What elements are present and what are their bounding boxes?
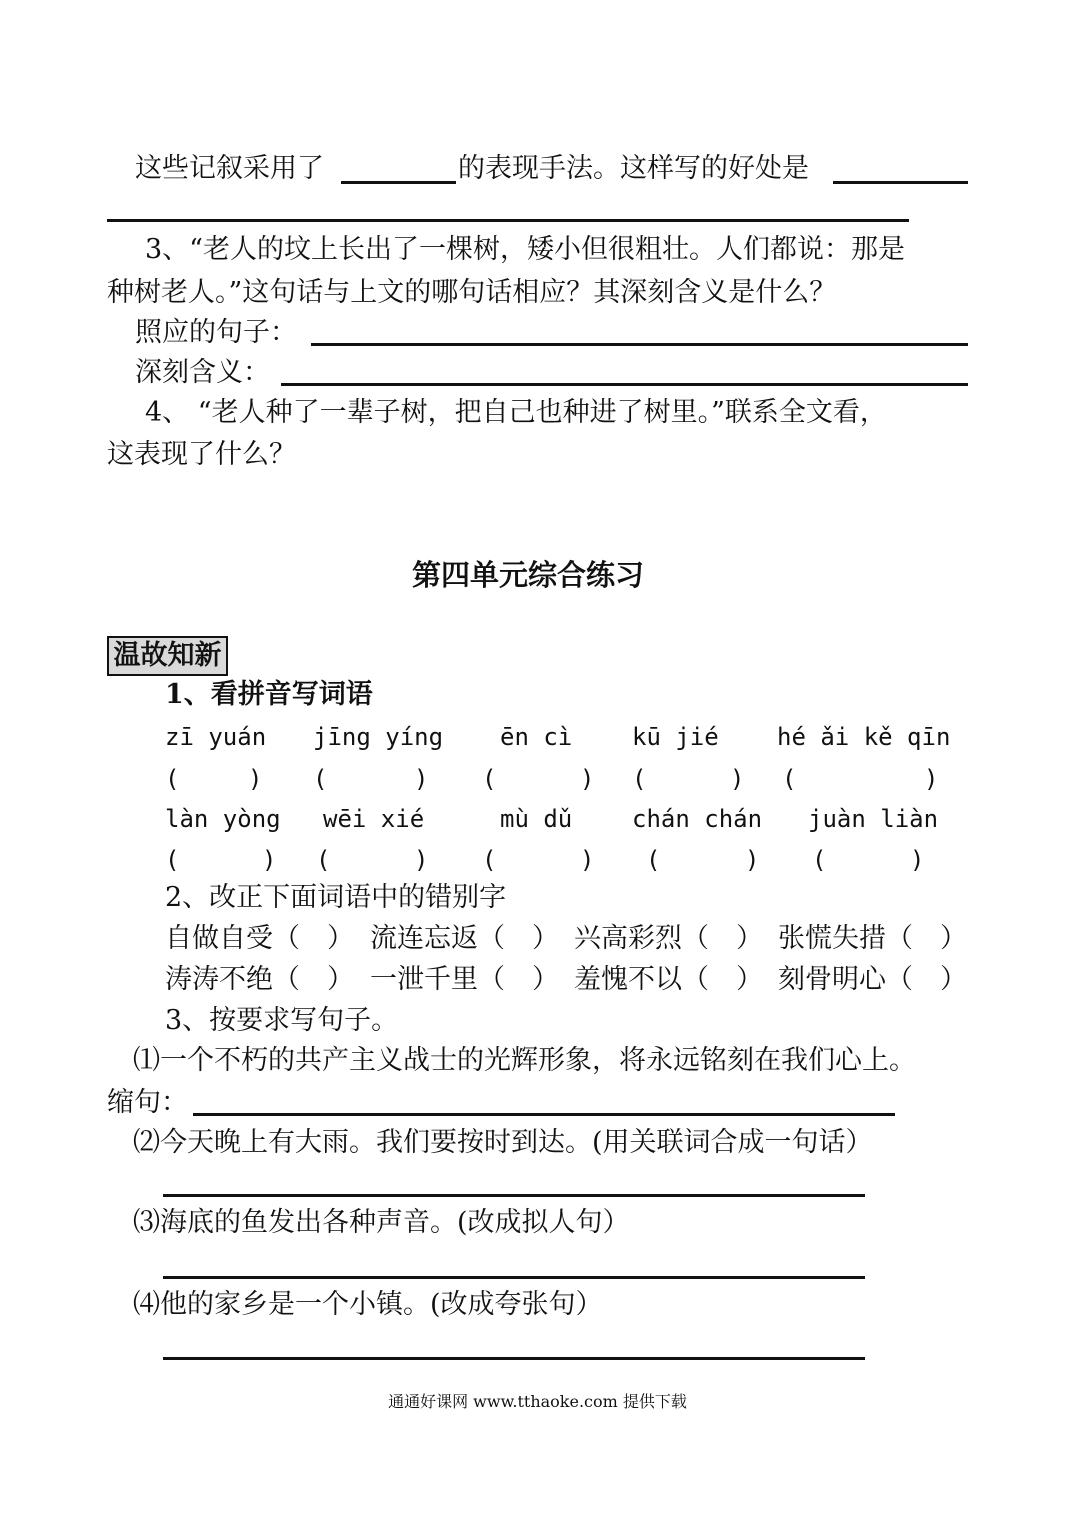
- typo-item-1: 自做自受（ ）: [165, 923, 354, 954]
- pinyin-10: juàn liàn: [808, 805, 939, 833]
- q3-line1: 3、“老人的坟上长出了一棵树，矮小但很粗壮。人们都说：那是: [145, 234, 905, 265]
- pinyin-4: kū jié: [632, 723, 719, 751]
- ex3-sentence-2: ⑵今天晚上有大雨。我们要按时到达。(用关联词合成一句话）: [133, 1127, 873, 1158]
- q3-line2: 种树老人。”这句话与上文的哪句话相应？其深刻含义是什么？: [107, 277, 837, 308]
- q3-meaning-answer-line[interactable]: [281, 383, 968, 386]
- typo-item-6: 一泄千里（ ）: [370, 964, 559, 995]
- ex3-answer-line-3[interactable]: [163, 1276, 865, 1279]
- ex3-sentence-1: ⑴一个不朽的共产主义战士的光辉形象，将永远铭刻在我们心上。: [133, 1045, 916, 1076]
- ex3-sentence-4: ⑷他的家乡是一个小镇。(改成夸张句）: [133, 1289, 603, 1320]
- pinyin-8: mù dǔ: [500, 805, 573, 833]
- page-footer: 通通好课网 www.tthaoke.com 提供下载: [388, 1392, 687, 1411]
- q4-line2: 这表现了什么？: [107, 439, 296, 470]
- pinyin-6: làn yòng: [165, 805, 281, 833]
- typo-item-4: 张慌失措（ ）: [778, 923, 967, 954]
- q3-meaning-label: 深刻含义：: [135, 357, 270, 388]
- section-tag: 温故知新: [107, 636, 228, 676]
- ex1-title: 1、看拼音写词语: [165, 679, 373, 710]
- unit-title: 第四单元综合练习: [412, 558, 645, 592]
- ex3-answer-line-1[interactable]: [193, 1113, 895, 1116]
- pinyin-5: hé ǎi kě qīn: [777, 723, 951, 751]
- ex3-title: 3、按要求写句子。: [165, 1005, 399, 1036]
- q4-line1: 4、 “老人种了一辈子树，把自己也种进了树里。”联系全文看，: [145, 397, 887, 428]
- q2-text-mid: 的表现手法。这样写的好处是: [458, 153, 809, 184]
- ex3-condense-label: 缩句：: [107, 1087, 188, 1118]
- ex2-title: 2、改正下面词语中的错别字: [165, 882, 507, 913]
- typo-item-7: 羞愧不以（ ）: [574, 964, 763, 995]
- typo-item-5: 涛涛不绝（ ）: [165, 964, 354, 995]
- q2-blank-benefit[interactable]: [833, 181, 968, 184]
- typo-item-2: 流连忘返（ ）: [370, 923, 559, 954]
- q2-blank-technique[interactable]: [341, 181, 456, 184]
- pinyin-7: wēi xié: [323, 805, 425, 833]
- pinyin-1: zī yuán: [165, 723, 267, 751]
- q2-answer-line[interactable]: [107, 219, 909, 222]
- typo-item-3: 兴高彩烈（ ）: [574, 923, 763, 954]
- ex3-answer-line-4[interactable]: [163, 1357, 865, 1360]
- q3-echo-answer-line[interactable]: [311, 343, 968, 346]
- q2-text-pre: 这些记叙采用了: [135, 153, 324, 184]
- pinyin-2: jīng yíng: [313, 723, 444, 751]
- ex3-answer-line-2[interactable]: [163, 1194, 865, 1197]
- pinyin-3: ēn cì: [500, 723, 573, 751]
- typo-item-8: 刻骨明心（ ）: [778, 964, 967, 995]
- q3-echo-label: 照应的句子：: [135, 317, 297, 348]
- ex3-sentence-3: ⑶海底的鱼发出各种声音。(改成拟人句）: [133, 1207, 630, 1238]
- pinyin-9: chán chán: [632, 805, 763, 833]
